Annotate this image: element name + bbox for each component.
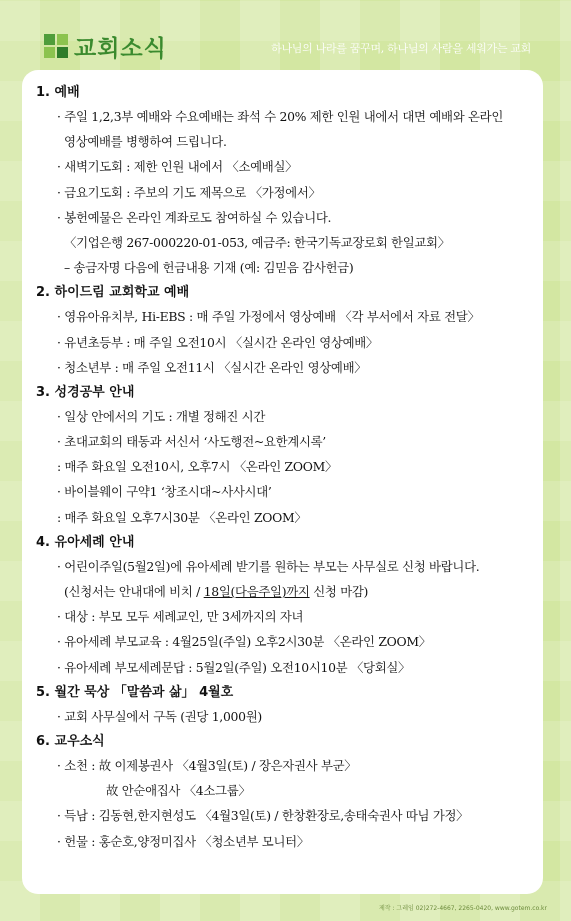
news-line: · 득남 : 김동현,한지현성도 〈4월3일(토) / 한창환장로,송태숙권사 따님 가정〉 bbox=[57, 808, 469, 824]
news-line: · 새벽기도회 : 제한 인원 내에서 〈소예배실〉 bbox=[57, 159, 298, 175]
news-line: : 매주 화요일 오전10시, 오후7시 〈온라인 ZOOM〉 bbox=[57, 459, 338, 475]
page-header bbox=[0, 0, 571, 70]
news-line: : 매주 화요일 오후7시30분 〈온라인 ZOOM〉 bbox=[57, 509, 307, 525]
news-line: · 헌물 : 홍순호,양정미집사 〈청소년부 모니터〉 bbox=[57, 833, 309, 849]
news-line: · 청소년부 : 매 주일 오전11시 〈실시간 온라인 영상예배〉 bbox=[57, 359, 367, 375]
logo-squares-icon bbox=[44, 34, 68, 58]
news-text: 신청 마감) bbox=[309, 584, 369, 599]
news-line: · 주일 1,2,3부 예배와 수요예배는 좌석 수 20% 제한 인원 내에서 대면 예배와 온라인 bbox=[57, 109, 504, 124]
header-slogan: 하나님의 나라를 꿈꾸며, 하나님의 사람을 세워가는 교회 bbox=[271, 42, 531, 55]
news-content bbox=[36, 82, 536, 854]
news-line: · 바이블웨이 구약1 ‘창조시대~사사시대’ bbox=[57, 484, 272, 500]
section-heading-bible-study: 3. 성경공부 안내 bbox=[36, 384, 135, 400]
news-line: – 송금자명 다음에 헌금내용 기재 (예: 김믿음 감사헌금) bbox=[64, 260, 354, 276]
news-line: 〈기업은행 267-000220-01-053, 예금주: 한국기독교장로회 한일교회〉 bbox=[64, 234, 450, 250]
section-heading-monthly-meditation: 5. 월간 묵상 「말씀과 삶」 4월호 bbox=[36, 684, 234, 700]
news-line: · 일상 안에서의 기도 : 개별 정해진 시간 bbox=[57, 408, 266, 424]
news-line: · 금요기도회 : 주보의 기도 제목으로 〈가정에서〉 bbox=[57, 184, 321, 200]
section-heading-infant-baptism: 4. 유아세례 안내 bbox=[36, 534, 135, 550]
news-line: · 대상 : 부모 모두 세례교인, 만 3세까지의 자녀 bbox=[57, 609, 304, 625]
news-line: · 어린이주일(5월2일)에 유아세례 받기를 원하는 부모는 사무실로 신청 바랍니다. bbox=[57, 558, 480, 574]
news-line: · 소천 : 故 이제봉권사 〈4월3일(토) / 장은자권사 부군〉 bbox=[57, 757, 357, 773]
news-line bbox=[36, 579, 536, 604]
news-line: · 유아세례 부모세례문답 : 5월2일(주일) 오전10시10분 〈당회실〉 bbox=[57, 659, 411, 675]
footer-credit: 제작 : 그레임 02)272-4667, 2265-0420, www.gotem.co.kr bbox=[379, 905, 547, 912]
page-title: 교회소식 bbox=[74, 36, 167, 62]
news-line: · 유아세례 부모교육 : 4월25일(주일) 오후2시30분 〈온라인 ZOOM〉 bbox=[57, 634, 431, 650]
section-heading-worship: 1. 예배 bbox=[36, 85, 80, 100]
news-text: (신청서는 안내대에 비치 / bbox=[64, 584, 204, 599]
news-line: 영상예배를 병행하여 드립니다. bbox=[64, 134, 227, 150]
news-line: · 교회 사무실에서 구독 (권당 1,000원) bbox=[57, 708, 262, 724]
news-panel bbox=[22, 70, 543, 894]
section-heading-church-school: 2. 하이드림 교회학교 예배 bbox=[36, 285, 190, 301]
news-line: · 영유아유치부, Hi-EBS : 매 주일 가정에서 영상예배 〈각 부서에서 자료 전달〉 bbox=[57, 309, 480, 325]
news-line: · 유년초등부 : 매 주일 오전10시 〈실시간 온라인 영상예배〉 bbox=[57, 334, 379, 350]
deadline-text: 18일(다음주일)까지 bbox=[203, 584, 310, 599]
news-line: 故 안순애집사 〈4소그룹〉 bbox=[106, 783, 251, 799]
news-line: · 초대교회의 태동과 서신서 ‘사도행전~요한계시록’ bbox=[57, 434, 326, 450]
news-line: · 봉헌예물은 온라인 계좌로도 참여하실 수 있습니다. bbox=[57, 209, 332, 225]
section-heading-member-news: 6. 교우소식 bbox=[36, 733, 105, 749]
